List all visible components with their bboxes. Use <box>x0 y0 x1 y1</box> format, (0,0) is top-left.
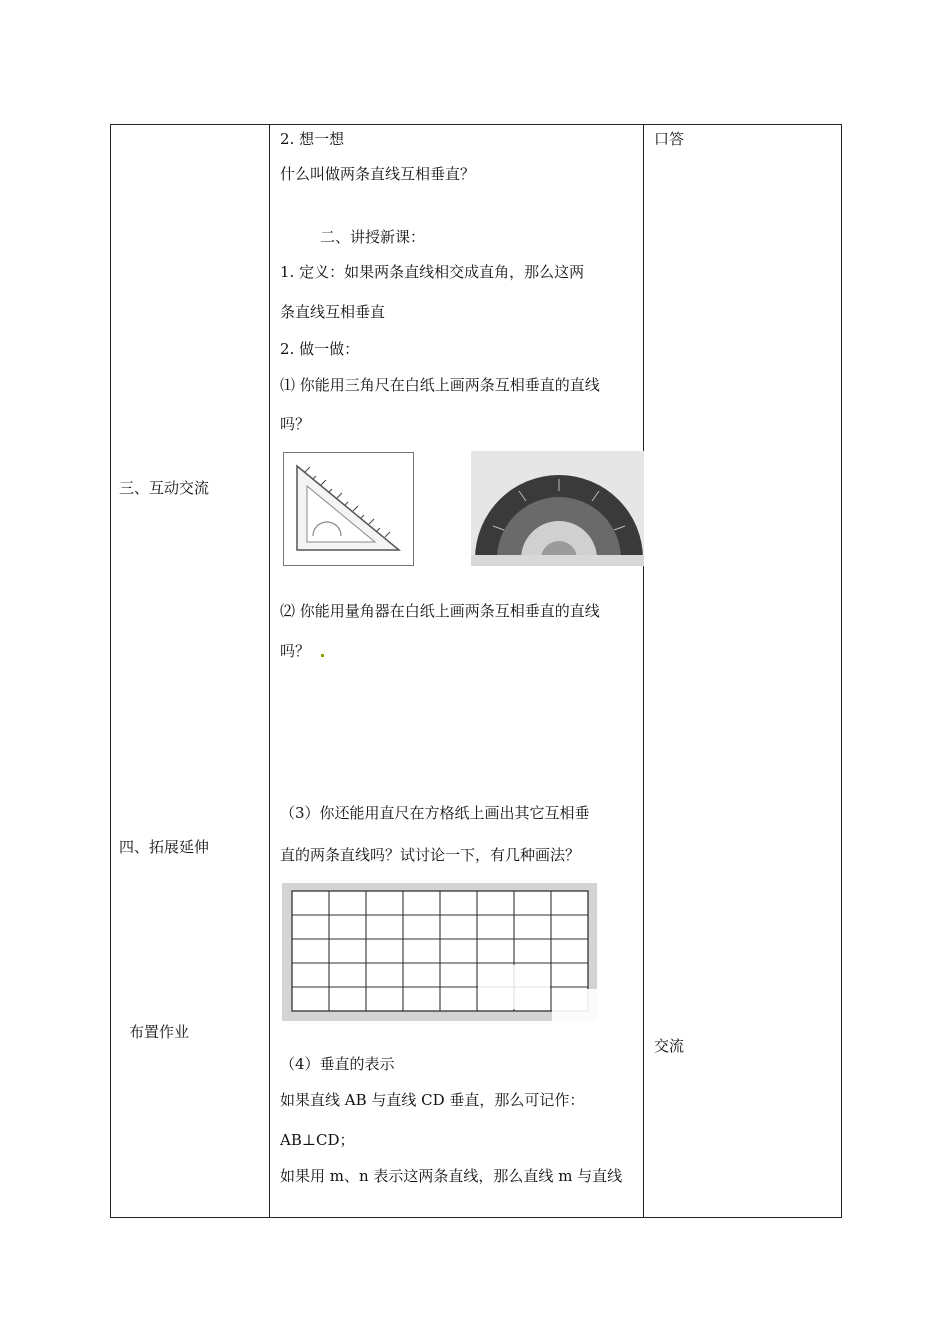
question-4-line-1: 如果直线 AB 与直线 CD 垂直，那么可记作： <box>280 1091 585 1109</box>
green-dot-mark <box>321 654 324 657</box>
question-3-line-2: 直的两条直线吗？试讨论一下，有几种画法？ <box>280 846 581 864</box>
question-2-line-1: ⑵ 你能用量角器在白纸上画两条互相垂直的直线 <box>280 602 600 620</box>
question-4-heading: （4）垂直的表示 <box>280 1055 395 1073</box>
do-heading: 2. 做一做： <box>280 340 360 358</box>
question-4-line-3: 如果用 m、n 表示这两条直线，那么直线 m 与直线 <box>280 1167 623 1185</box>
question-3-line-1: （3）你还能用直尺在方格纸上画出其它互相垂 <box>280 804 590 822</box>
section-homework: 布置作业 <box>129 1023 190 1041</box>
set-square-image <box>283 452 414 566</box>
question-2-line-2: 吗？ <box>280 642 311 660</box>
question-4-line-2: AB⊥CD； <box>280 1131 355 1149</box>
grid-paper-image <box>282 883 597 1021</box>
question-1-line-2: 吗？ <box>280 415 311 433</box>
think-heading: 2. 想一想 <box>280 130 345 148</box>
response-discussion: 交流 <box>654 1037 685 1055</box>
section-extension: 四、拓展延伸 <box>119 838 210 856</box>
definition-line-2: 条直线互相垂直 <box>280 303 386 321</box>
think-question: 什么叫做两条直线互相垂直？ <box>280 165 476 183</box>
new-lesson-heading: 二、讲授新课： <box>320 228 426 246</box>
section-interactive-exchange: 三、互动交流 <box>119 479 210 497</box>
lesson-table <box>110 124 842 1218</box>
protractor-image <box>471 451 644 566</box>
column-divider-1 <box>269 125 270 1217</box>
definition-line-1: 1. 定义：如果两条直线相交成直角，那么这两 <box>280 263 585 281</box>
response-oral-answer: 口答 <box>654 130 685 148</box>
column-divider-2 <box>643 125 644 1217</box>
question-1-line-1: ⑴ 你能用三角尺在白纸上画两条互相垂直的直线 <box>280 376 600 394</box>
